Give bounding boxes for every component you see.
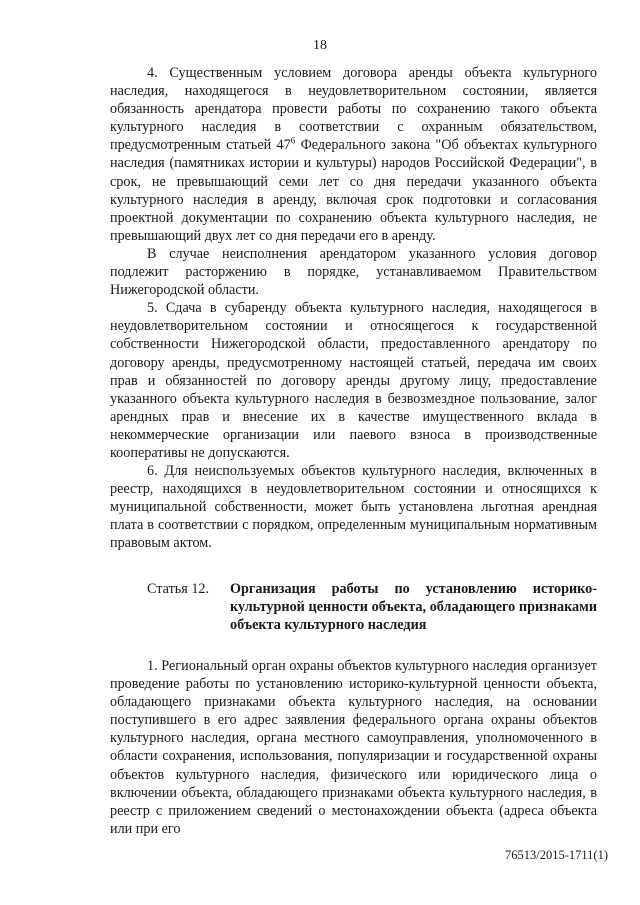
body-text-top [110,64,597,553]
article-12-paragraph-1: 1. Региональный орган охраны объектов культурного наследия организует проведение работы по установлению историко-культурной ценности объекта, обладающего признаками объекта культурного наследия, на основании поступившего в его адрес заявления федерального органа охраны объектов культурного наследия, органа местного самоуправления, уполномоченного в области сохранения, использования, популяризации и государственной охраны объектов культурного наследия, физического или юридического лица о включении объекта, обладающего признаками объекта культурного наследия, в реестр с приложением сведений о местонахождении объекта (адреса объекта или при его [110,658,597,837]
paragraph-6: 6. Для неиспользуемых объектов культурного наследия, включенных в реестр, находящихся в неудовлетворительном состоянии и относящихся к муниципальной собственности, может быть установлена льготная арендная плата в соответствии с порядком, определенным муниципальным нормативным правовым актом. [110,463,597,552]
body-text-bottom [110,657,597,838]
article-heading [110,580,597,634]
superscript: 6 [290,135,296,146]
paragraph-4: 4. Существенным условием договора аренды объекта культурного наследия, находящегося в неудовлетворительном состоянии, является обязанность арендатора провести работы по сохранению такого объекта культурного наследия в соответствии с охранным обязательством, предусмотренным статьей $47^6$ Федерального закона "Об объектах культурного наследия (памятниках истории и культуры) народов Российской Федерации", в срок, не превышающий семи лет со дня передачи указанного объекта культурного наследия в аренду, включая срок подготовки и согласования проектной документации по сохранению объекта культурного наследия, не превышающий двух лет со дня передачи его в аренду. [110,65,597,244]
paragraph-5: 5. Сдача в субаренду объекта культурного наследия, находящегося в неудовлетворительном состоянии и относящегося к государственной собственности Нижегородской области, предоставленного арендатору по договору аренды, предусмотренному настоящей статьей, передача им своих прав и обязанностей по договору аренды другому лицу, предоставление указанного объекта культурного наследия в безвозмездное пользование, залог арендных прав и внесение их в качестве имущественного вклада в некоммерческие организации или паевого взноса в производственные кооперативы не допускаются. [110,300,597,461]
paragraph-4-continued: В случае неисполнения арендатором указанного условия договор подлежит расторжению в порядке, устанавливаемом Правительством Нижегородской области. [110,245,597,299]
article-title: Организация работы по установлению историко-культурной ценности объекта, обладающего признаками объекта культурного наследия [230,581,597,634]
document-code: 76513/2015-1711(1) [505,848,608,862]
article-label: Статья 12. [147,581,210,597]
page-number: 18 [313,38,327,53]
